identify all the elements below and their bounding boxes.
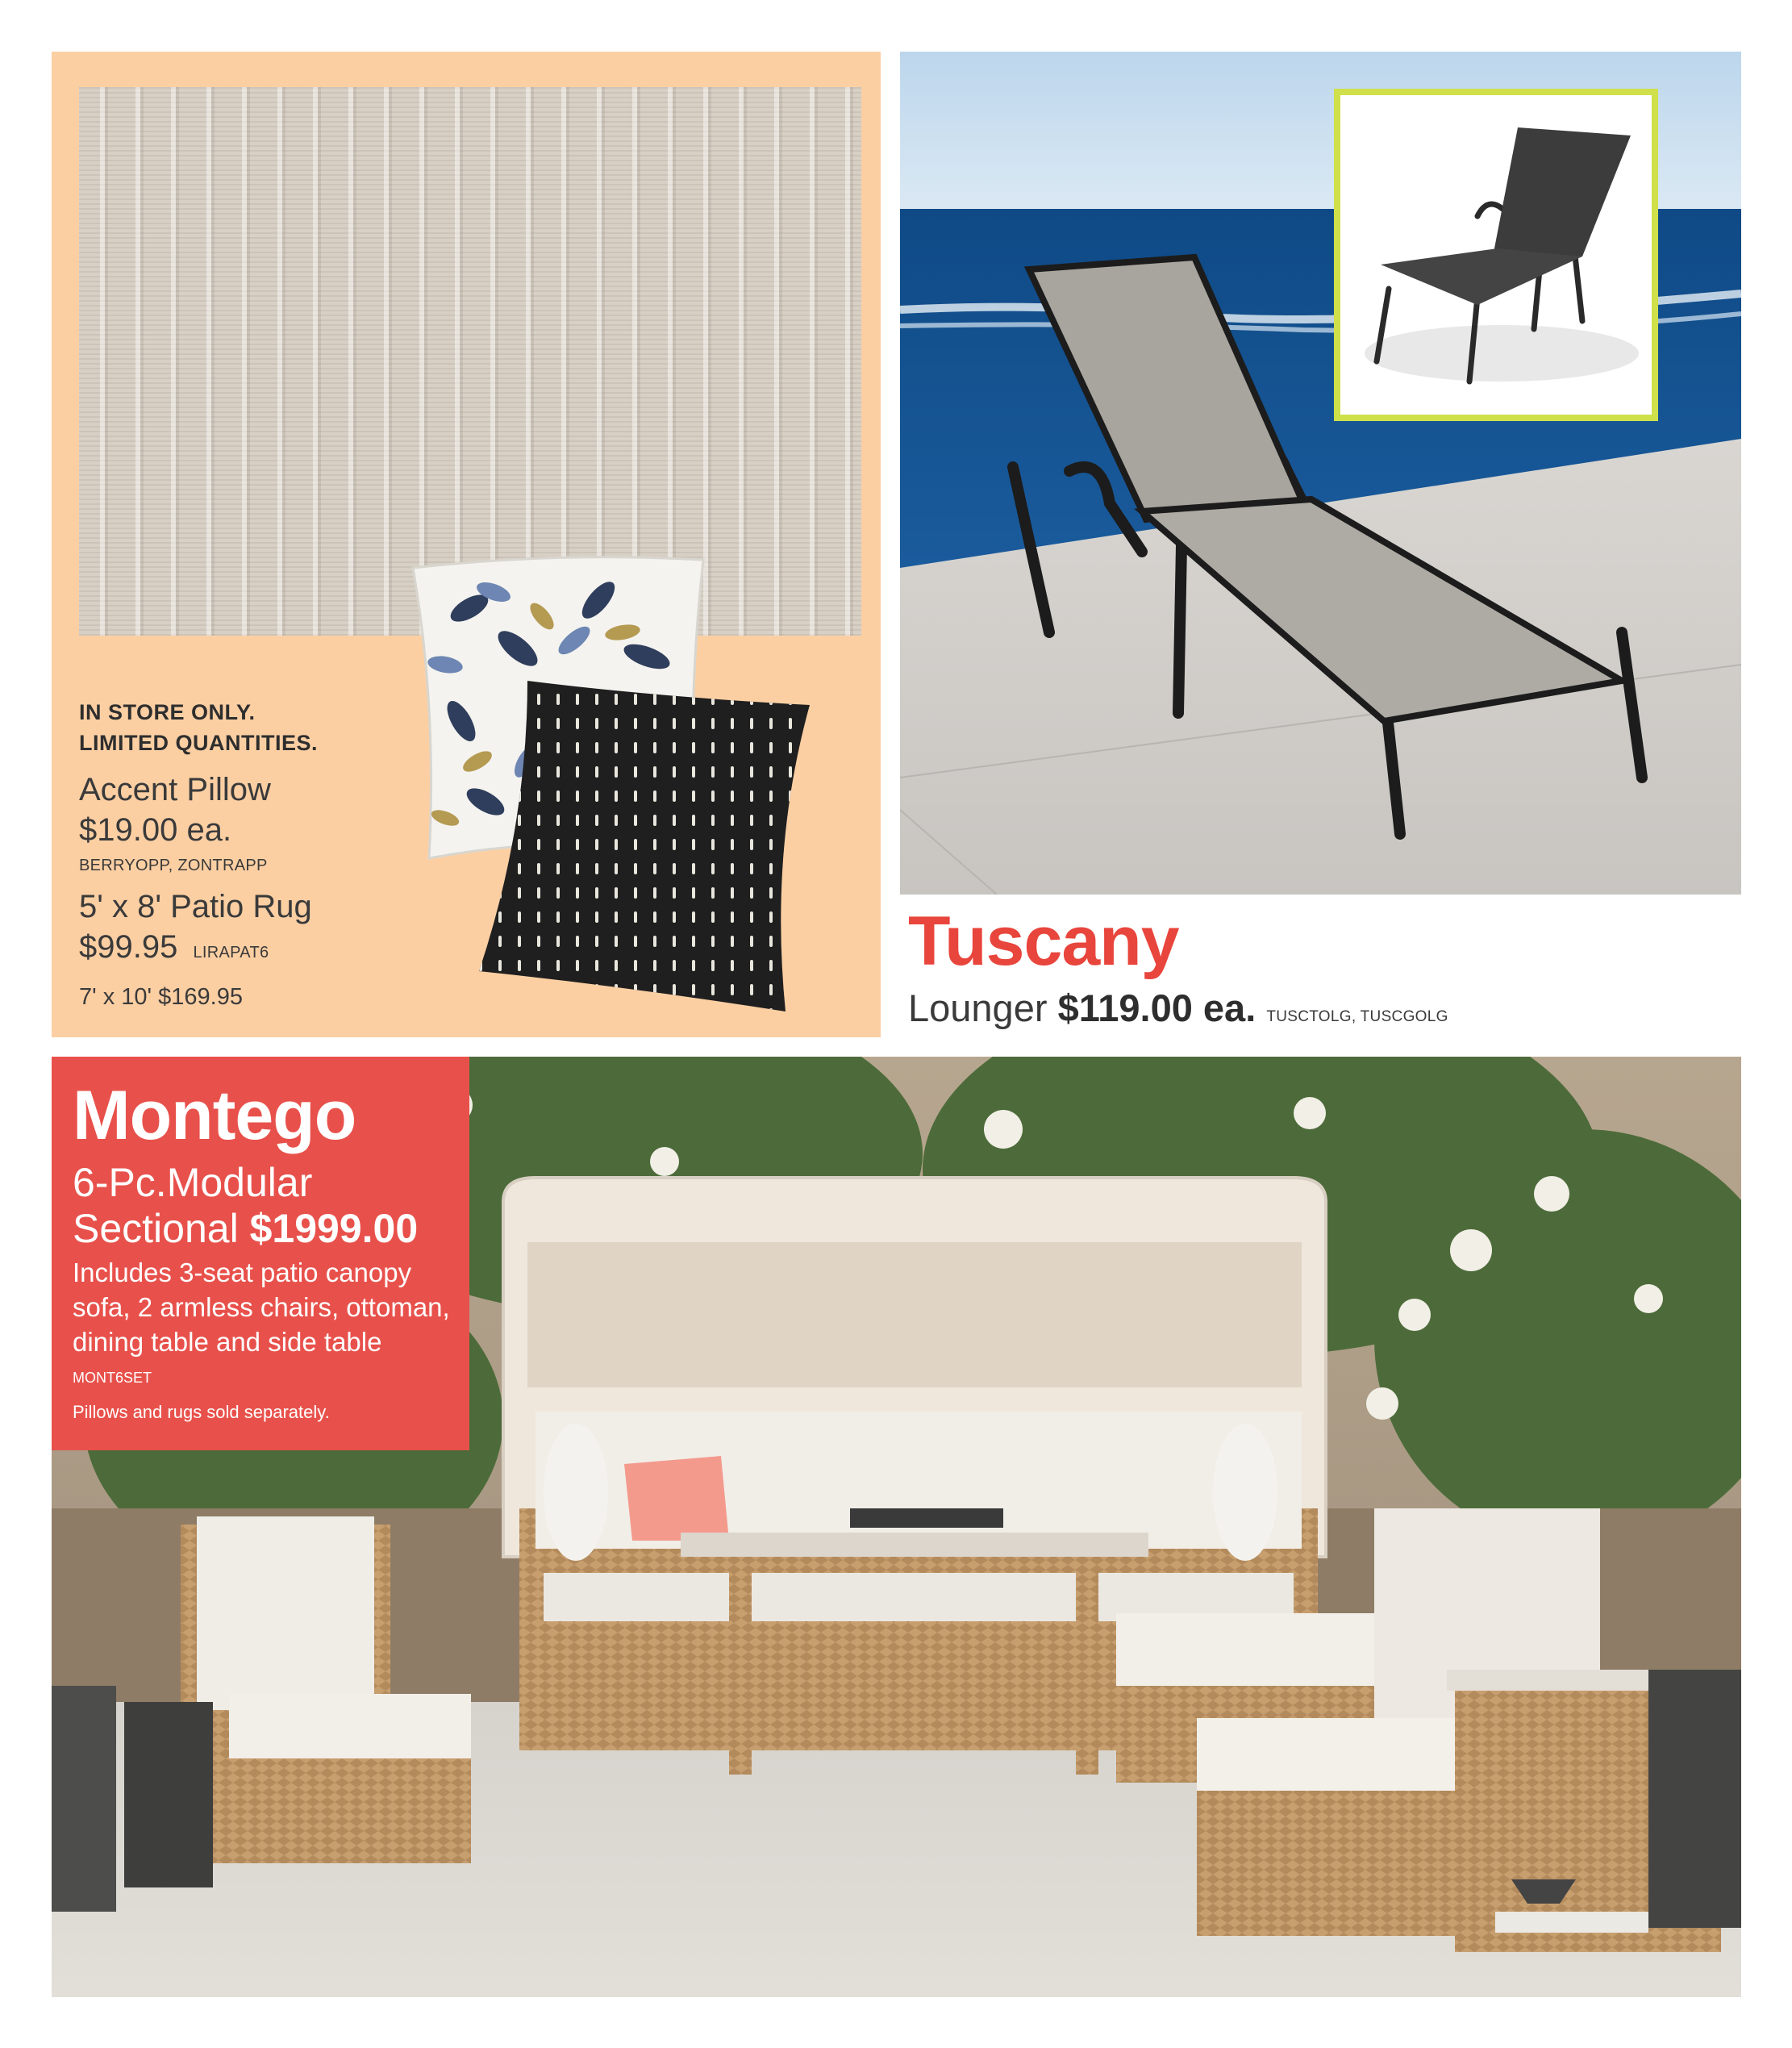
tuscany-product: Lounger bbox=[908, 986, 1048, 1029]
patio-rug-name: 5' x 8' Patio Rug bbox=[79, 889, 312, 924]
lounger-inset-image bbox=[1334, 89, 1658, 421]
montego-desc-line1: 6-Pc.Modular bbox=[73, 1160, 313, 1205]
rug-pillow-panel bbox=[52, 52, 881, 1037]
montego-price: $1999.00 bbox=[249, 1206, 419, 1251]
tuscany-price: $119.00 ea. bbox=[1057, 986, 1256, 1029]
in-store-notice-line1: IN STORE ONLY. bbox=[79, 700, 256, 724]
montego-note: Pillows and rugs sold separately. bbox=[73, 1402, 330, 1422]
in-store-notice-line2: LIMITED QUANTITIES. bbox=[79, 731, 318, 755]
patio-rug-price: $99.95 bbox=[79, 929, 178, 965]
accent-pillow-name: Accent Pillow bbox=[79, 772, 271, 807]
montego-includes: Includes 3-seat patio canopy sofa, 2 armless chairs, ottoman, dining table and side table bbox=[73, 1258, 450, 1357]
montego-desc-line2: Sectional bbox=[73, 1206, 239, 1251]
black-lounger-image bbox=[1340, 95, 1652, 415]
tuscany-skus: TUSCTOLG, TUSCGOLG bbox=[1266, 1008, 1448, 1025]
montego-desc-line2-row bbox=[73, 1206, 460, 1252]
accent-pillow-price: $19.00 ea. bbox=[79, 812, 232, 848]
patio-rug-price-row bbox=[79, 927, 531, 973]
accent-pillow-skus: BERRYOPP, ZONTRAPP bbox=[79, 857, 268, 874]
montego-info-box bbox=[52, 1057, 469, 1450]
montego-title: Montego bbox=[73, 1077, 356, 1154]
patio-rug-alt-size-price: 7' x 10' $169.95 bbox=[79, 984, 243, 1010]
tuscany-price-line bbox=[908, 986, 1448, 1030]
montego-description bbox=[73, 1160, 460, 1252]
patio-rug-sku: LIRAPAT6 bbox=[193, 944, 269, 961]
rug-pillow-copy bbox=[79, 697, 531, 1015]
tuscany-title: Tuscany bbox=[908, 903, 1179, 980]
montego-sku: MONT6SET bbox=[73, 1370, 152, 1386]
